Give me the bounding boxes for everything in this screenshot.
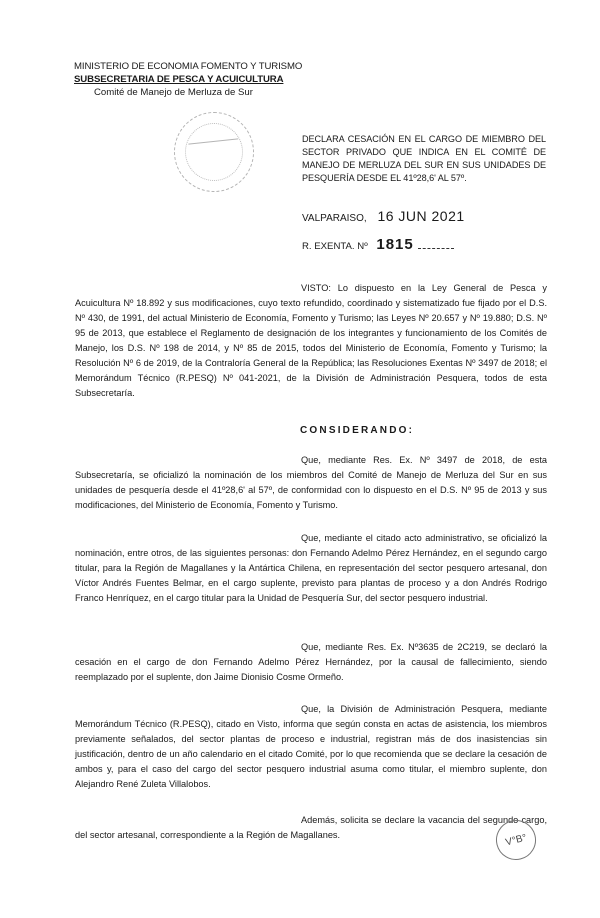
exenta-underline: [418, 248, 454, 249]
place-date-line: [302, 208, 465, 224]
considerando-paragraph-1: Que, mediante Res. Ex. Nº 3497 de 2018, de esta Subsecretaría, se oficializó la nominación de los miembros del Comité de Manejo de Merluza del Sur en sus unidades de pesquería desde el 41º28,6' al 57º, de conformidad con lo dispuesto en el D.S. Nº 95 de 2013 y sus modificaciones, del Ministerio de Economía, Fomento y Turismo.: [75, 455, 547, 510]
place-label: VALPARAISO,: [302, 213, 367, 224]
resolution-date: 16 JUN 2021: [377, 208, 465, 224]
considerando-paragraph-4: Que, la División de Administración Pesquera, mediante Memorándum Técnico (R.PESQ), citado en Visto, informa que según consta en actas de asistencia, los miembros previamente señalados, del sector plantas de proceso e industrial, registran más de dos inasistencias sin justificación, dentro de un año calendario en el citado Comité, por lo que recomienda que se declare la cesación de ambos y, para el caso del cargo del sector pesquero industrial asuma como titular, el miembro suplente, don Alejandro René Zuleta Villalobos.: [75, 704, 547, 789]
considerando-paragraph-2: Que, mediante el citado acto administrativo, se oficializó la nominación, entre otros, de las siguientes personas: don Fernando Adelmo Pérez Hernández, en el segundo cargo titular, para la Región de Magallanes y la Antártica Chilena, en representación del sector pesquero artesanal, don Víctor Andrés Fuentes Belmar, en el cargo suplente, previsto para plantas de proceso y a don Andrés Rodrigo Franco Henríquez, en el cargo titular para la Unidad de Pesquería Sur, del sector pesquero industrial.: [75, 533, 547, 603]
letterhead: [74, 60, 302, 99]
exenta-number: 1815: [376, 236, 414, 253]
vb-approval-stamp: V°B°: [492, 816, 540, 864]
exenta-line: [302, 236, 454, 253]
exenta-label: R. EXENTA. Nº: [302, 241, 368, 252]
subsecretaria-name: SUBSECRETARIA DE PESCA Y ACUICULTURA: [74, 74, 284, 85]
committee-name: Comité de Manejo de Merluza de Sur: [94, 87, 253, 98]
considerando-paragraph-5: Además, solicita se declare la vacancia del segundo cargo, del sector artesanal, correspondiente a la Región de Magallanes.: [75, 815, 547, 840]
resolution-title: DECLARA CESACIÓN EN EL CARGO DE MIEMBRO DEL SECTOR PRIVADO QUE INDICA EN EL COMITÉ DE MANEJO DE MERLUZA DEL SUR EN SUS UNIDADES DE PESQUERÍA DESDE EL 41º28,6' AL 57º.: [302, 134, 546, 183]
considerando-paragraph-3: Que, mediante Res. Ex. Nº3635 de 2C219, se declaró la cesación en el cargo de don Fernando Adelmo Pérez Hernández, por la causal de fallecimiento, siendo reemplazado por el suplente, don Jaime Dionisio Cosme Ormeño.: [75, 642, 547, 682]
visto-paragraph: VISTO: Lo dispuesto en la Ley General de Pesca y Acuicultura Nº 18.892 y sus modificaciones, cuyo texto refundido, coordinado y sistematizado fue fijado por el D.S. Nº 430, de 1991, del actual Ministerio de Economía, Fomento y Turismo; las Leyes Nº 20.657 y Nº 19.880; D.S. Nº 95 de 2013, que establece el Reglamento de designación de los integrantes y funcionamiento de los Comités de Manejo, los D.S. Nº 198 de 2014, y Nº 85 de 2015, todos del Ministerio de Economía, Fomento y Turismo; la Resolución Nº 6 de 2019, de la Contraloría General de la República; las Resoluciones Exentas Nº 3497 de 2018; el Memorándum Técnico (R.PESQ) Nº 041-2021, de la División de Administración Pesquera, todos de esta Subsecretaría.: [75, 283, 547, 398]
considerando-heading: CONSIDERANDO:: [300, 425, 415, 436]
official-seal-stamp: [174, 112, 254, 192]
ministry-name: MINISTERIO DE ECONOMIA FOMENTO Y TURISMO: [74, 61, 303, 72]
